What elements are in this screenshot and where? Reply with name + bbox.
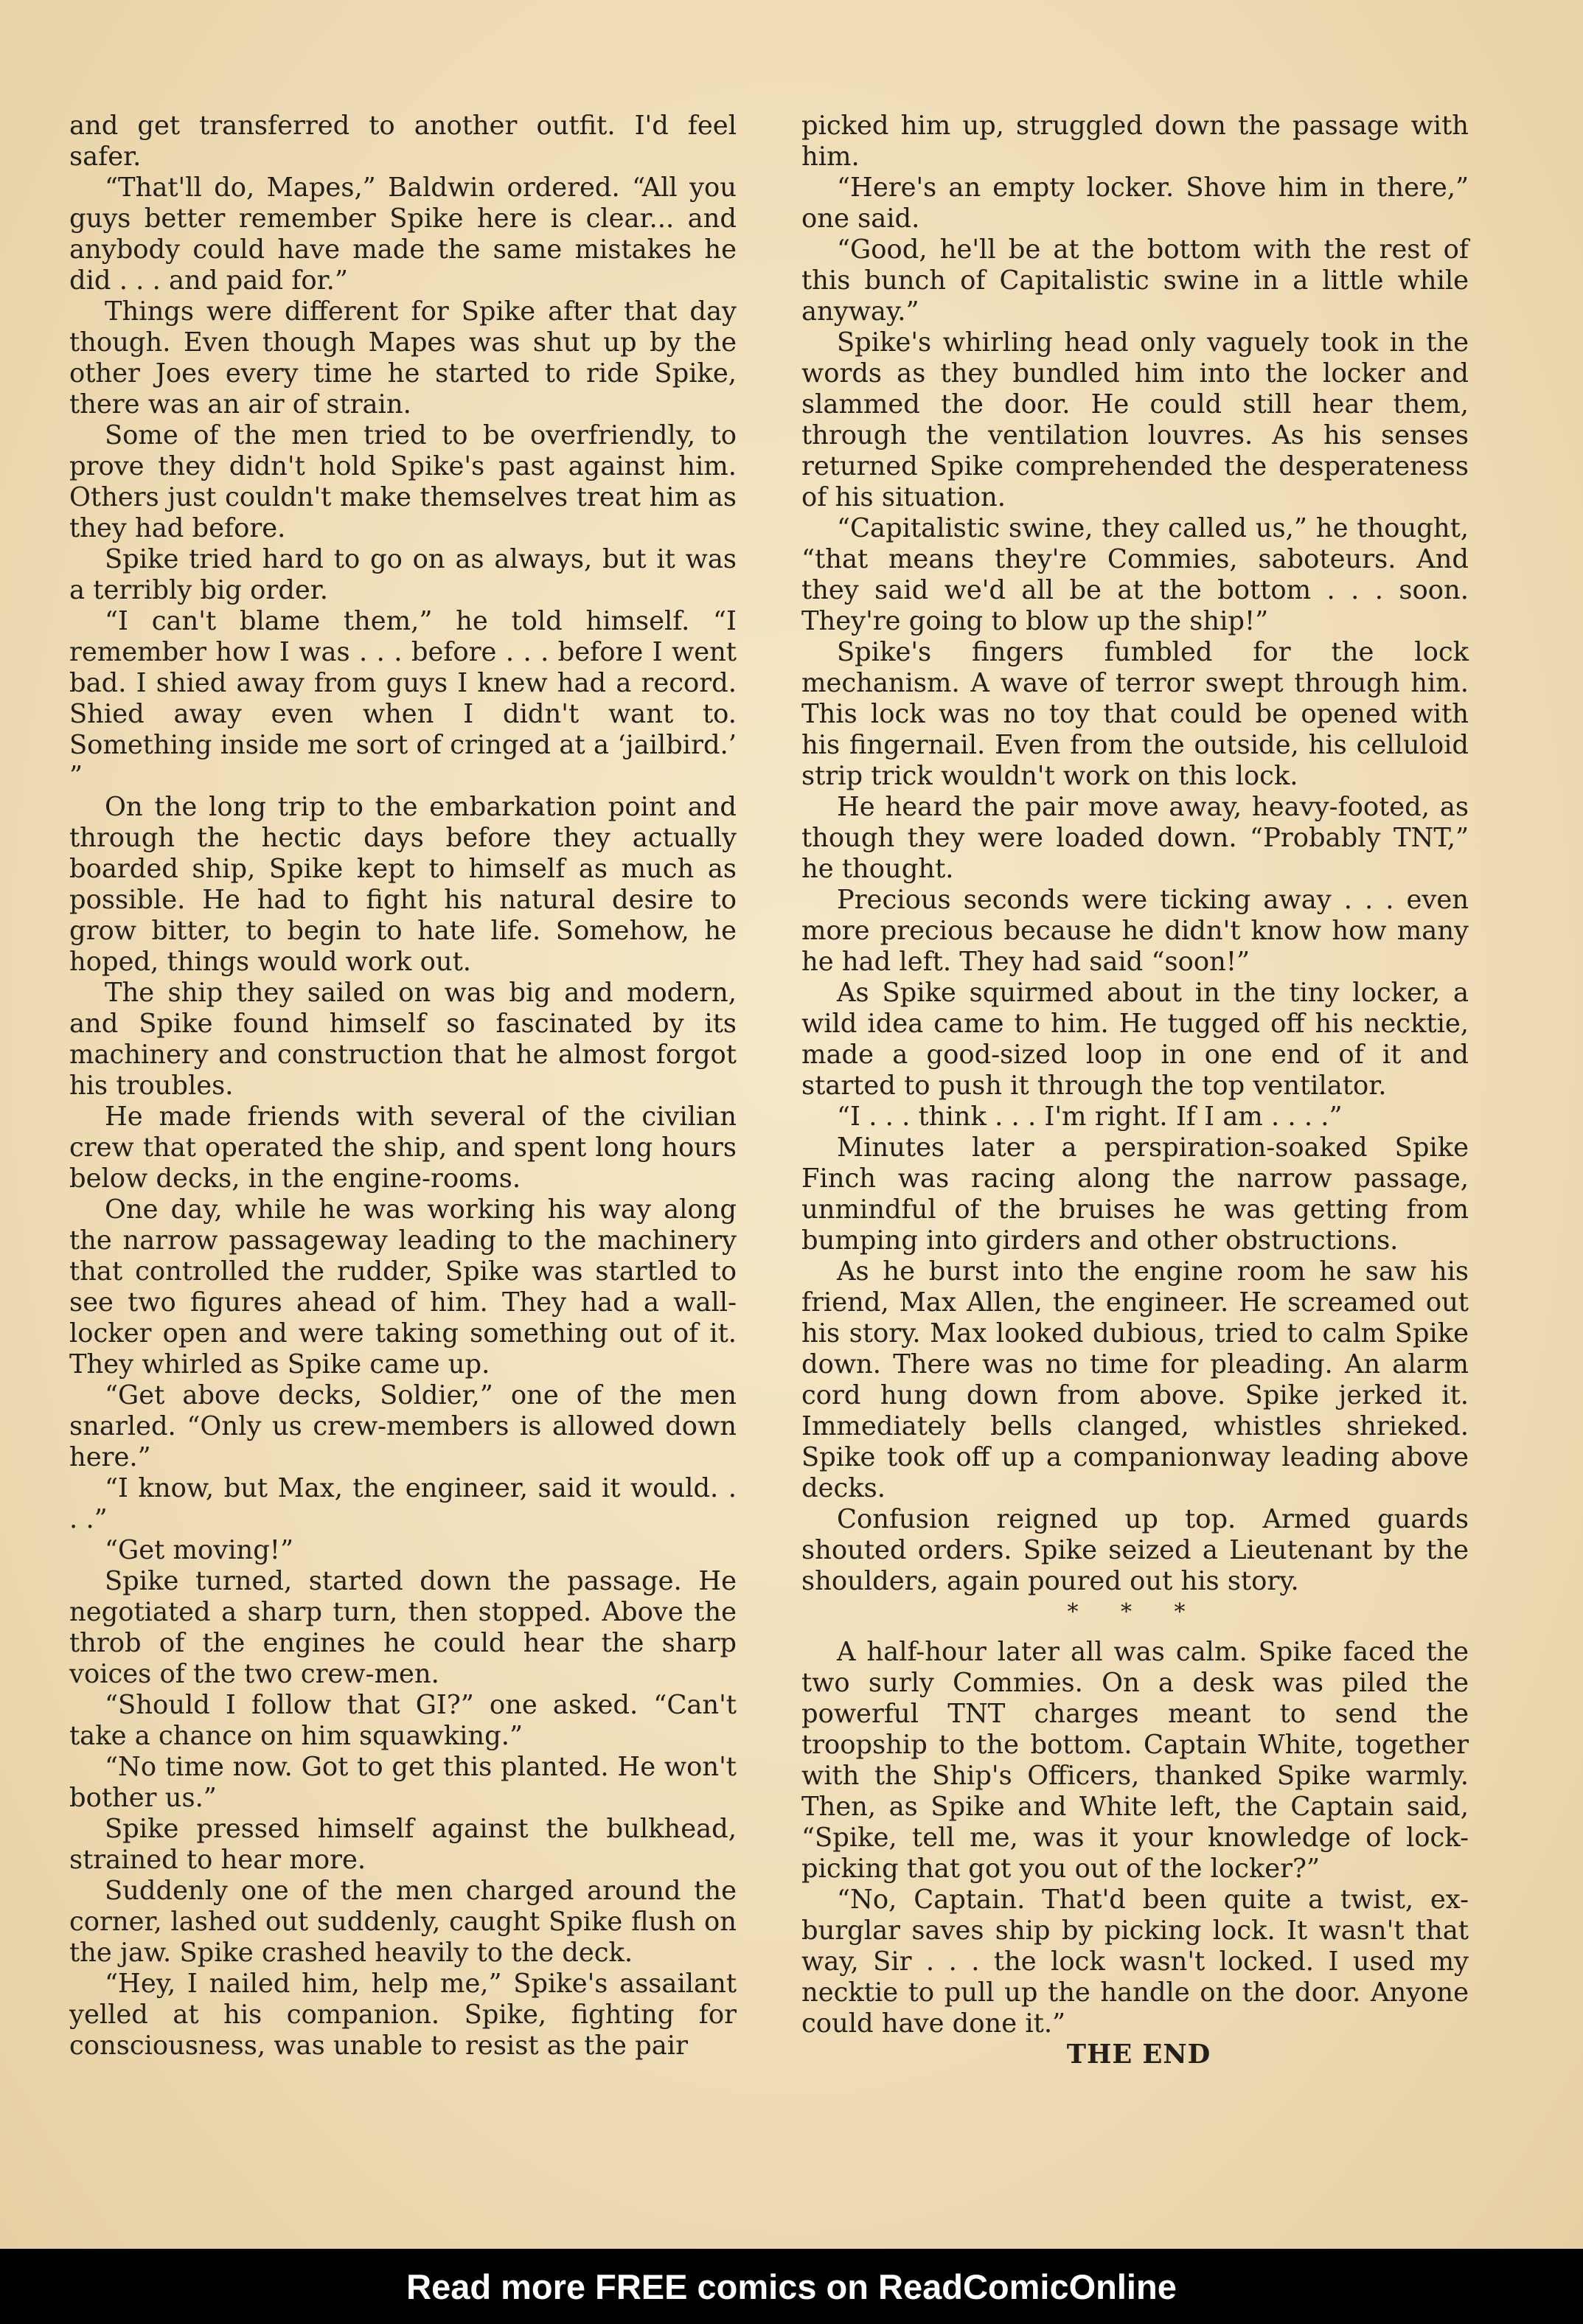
right-column-part-two [801, 1637, 1469, 2039]
paragraph: “Good, he'll be at the bottom with the rest of this bunch of Capitalistic swine in a little while anyway.” [801, 234, 1469, 327]
paragraph: “Here's an empty locker. Shove him in there,” one said. [801, 173, 1469, 234]
paragraph: picked him up, struggled down the passage with him. [801, 111, 1469, 172]
paragraph: “Capitalistic swine, they called us,” he thought, “that means they're Commies, saboteurs. And they said we'd all be at the bottom . . . soon. They're going to blow up the ship!” [801, 513, 1469, 636]
paragraph: Precious seconds were ticking away . . . even more precious because he didn't know how many he had left. They had said “soon!” [801, 885, 1469, 977]
paragraph: Spike tried hard to go on as always, but it was a terribly big order. [69, 544, 737, 605]
paragraph: He heard the pair move away, heavy-footed, as though they were loaded down. “Probably TNT,” he thought. [801, 792, 1469, 884]
paragraph: Suddenly one of the men charged around the corner, lashed out suddenly, caught Spike flush on the jaw. Spike crashed heavily to the deck. [69, 1876, 737, 1968]
paragraph: and get transferred to another outfit. I'd feel safer. [69, 111, 737, 172]
paragraph: One day, while he was working his way along the narrow passageway leading to the machinery that controlled the rudder, Spike was startled to see two figures ahead of him. They had a wall-locker open and were taking something out of it. They whirled as Spike came up. [69, 1194, 737, 1380]
paragraph: “No, Captain. That'd been quite a twist, ex-burglar saves ship by picking lock. It wasn't that way, Sir . . . the lock wasn't locked. I used my necktie to pull up the handle on the door. Anyone could have done it.” [801, 1885, 1469, 2039]
paragraph: He made friends with several of the civilian crew that operated the ship, and spent long hours below decks, in the engine-rooms. [69, 1102, 737, 1194]
paragraph: “Should I follow that GI?” one asked. “Can't take a chance on him squawking.” [69, 1690, 737, 1751]
paragraph: “No time now. Got to get this planted. He won't bother us.” [69, 1752, 737, 1813]
paragraph: “Get above decks, Soldier,” one of the men snarled. “Only us crew-members is allowed down here.” [69, 1380, 737, 1472]
paragraph: On the long trip to the embarkation point and through the hectic days before they actually boarded ship, Spike kept to himself as much as possible. He had to fight his natural desire to grow bitter, to begin to hate life. Somehow, he hoped, things would work out. [69, 792, 737, 977]
paragraph: Spike's fingers fumbled for the lock mechanism. A wave of terror swept through him. This lock was no toy that could be opened with his fingernail. Even from the outside, his celluloid strip trick wouldn't work on this lock. [801, 637, 1469, 791]
paragraph: As he burst into the engine room he saw his friend, Max Allen, the engineer. He screamed out his story. Max looked dubious, tried to calm Spike down. There was no time for pleading. An alarm cord hung down from above. Spike jerked it. Immediately bells clanged, whistles shrieked. Spike took off up a companionway leading above decks. [801, 1256, 1469, 1503]
paragraph: Spike turned, started down the passage. He negotiated a sharp turn, then stopped. Above the throb of the engines he could hear the sharp voices of the two crew-men. [69, 1566, 737, 1689]
the-end-label: THE END [1066, 2039, 1211, 2070]
paragraph: “I . . . think . . . I'm right. If I am . . . .” [837, 1102, 1343, 1132]
paragraph: Minutes later a perspiration-soaked Spike Finch was racing along the narrow passage, unmindful of the bruises he was getting from bumping into girders and other obstructions. [801, 1133, 1469, 1256]
footer-link-text[interactable]: Read more FREE comics on ReadComicOnline [406, 2266, 1177, 2306]
paragraph: “Get moving!” [105, 1535, 294, 1565]
paragraph: “I know, but Max, the engineer, said it would. . . .” [69, 1473, 737, 1534]
paragraph: Spike's whirling head only vaguely took in the words as they bundled him into the locker and slammed the door. He could still hear them, through the ventilation louvres. As his senses returned Spike comprehended the desperateness of his situation. [801, 327, 1469, 512]
paragraph: The ship they sailed on was big and modern, and Spike found himself so fascinated by its machinery and construction that he almost forgot his troubles. [69, 978, 737, 1101]
paragraph: A half-hour later all was calm. Spike faced the two surly Commies. On a desk was piled the powerful TNT charges meant to send the troopship to the bottom. Captain White, together with the Ship's Officers, thanked Spike warmly. Then, as Spike and White left, the Captain said, “Spike, tell me, was it your knowledge of lock-picking that got you out of the locker?” [801, 1637, 1469, 1884]
right-text-column [801, 111, 1469, 2070]
right-column-part-one [801, 111, 1469, 1597]
scene-break: * * * [1067, 1599, 1203, 1625]
paragraph: Confusion reigned up top. Armed guards shouted orders. Spike seized a Lieutenant by the shoulders, again poured out his story. [801, 1504, 1469, 1596]
footer-banner[interactable] [0, 2249, 1583, 2324]
paragraph: Things were different for Spike after that day though. Even though Mapes was shut up by the other Joes every time he started to ride Spike, there was an air of strain. [69, 296, 737, 420]
paragraph: Some of the men tried to be overfriendly, to prove they didn't hold Spike's past against him. Others just couldn't make themselves treat him as they had before. [69, 420, 737, 543]
paragraph: “I can't blame them,” he told himself. “I remember how I was . . . before . . . before I went bad. I shied away from guys I knew had a record. Shied away even when I didn't want to. Something inside me sort of cringed at a ‘jailbird.’ ” [69, 606, 737, 791]
left-text-column [69, 111, 737, 2062]
paragraph: Spike pressed himself against the bulkhead, strained to hear more. [69, 1814, 737, 1875]
paragraph: “Hey, I nailed him, help me,” Spike's assailant yelled at his companion. Spike, fighting for consciousness, was unable to resist as the pair [69, 1969, 737, 2061]
paragraph: “That'll do, Mapes,” Baldwin ordered. “All you guys better remember Spike here is clear... and anybody could have made the same mistakes he did . . . and paid for.” [69, 173, 737, 296]
paragraph: As Spike squirmed about in the tiny locker, a wild idea came to him. He tugged off his necktie, made a good-sized loop in one end of it and started to push it through the top ventilator. [801, 978, 1469, 1101]
